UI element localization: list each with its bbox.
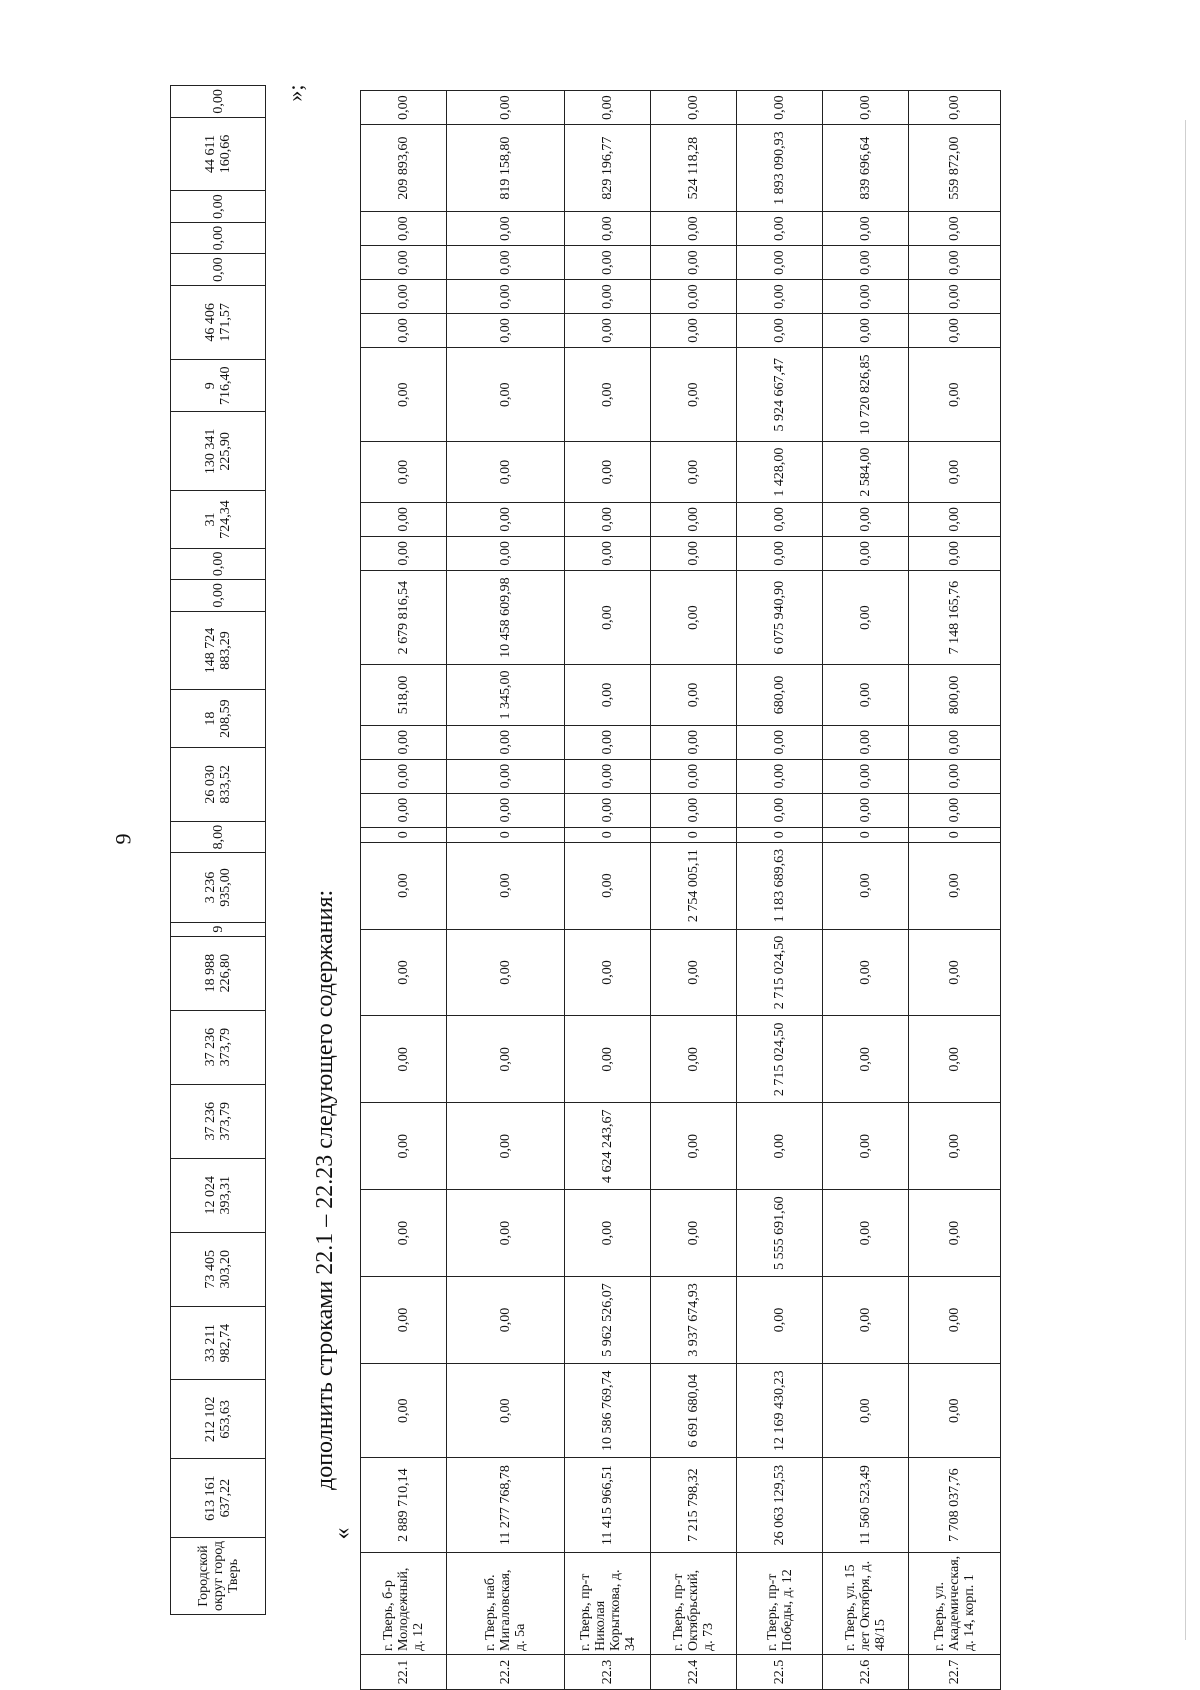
row-cell: 0,00	[361, 725, 447, 759]
row-cell: 1 893 090,93	[737, 125, 823, 212]
row-cell: 0,00	[651, 929, 737, 1016]
row-cell: 0,00	[909, 536, 1001, 570]
row-cell: 0,00	[565, 280, 651, 314]
row-cell: 0,00	[651, 536, 737, 570]
row-cell: 0,00	[361, 502, 447, 536]
row-cell: 0,00	[651, 91, 737, 125]
row-cell: 0,00	[737, 1103, 823, 1190]
row-cell: 0,00	[909, 1277, 1001, 1364]
row-cell: 0,00	[737, 725, 823, 759]
row-address: г. Тверь, наб. Мигаловская, д. 5а	[447, 1552, 565, 1654]
summary-cell: 18 988 226,80	[171, 936, 266, 1010]
row-number: 22.1	[361, 1655, 447, 1690]
row-cell: 0,00	[361, 348, 447, 442]
page-edge	[1185, 120, 1186, 1640]
row-cell: 0,00	[909, 1103, 1001, 1190]
row-cell: 0,00	[447, 842, 565, 929]
row-cell: 559 872,00	[909, 125, 1001, 212]
summary-cell: 31 724,34	[171, 491, 266, 548]
table-row	[651, 91, 737, 1690]
row-cell: 524 118,28	[651, 125, 737, 212]
row-address: г. Тверь, ул. Академическая, д. 14, корп. 1	[909, 1552, 1001, 1654]
row-cell: 0,00	[737, 536, 823, 570]
row-cell: 11 415 966,51	[565, 1458, 651, 1552]
row-cell: 0,00	[361, 442, 447, 502]
summary-cell: 9 716,40	[171, 359, 266, 412]
section-heading: дополнить строками 22.1 – 22.23 следующего содержания:	[312, 889, 338, 1490]
summary-cell: 9	[171, 922, 266, 936]
row-cell: 0,00	[823, 793, 909, 827]
table-row	[447, 91, 565, 1690]
row-cell: 0,00	[823, 1363, 909, 1457]
row-cell: 0,00	[565, 314, 651, 348]
row-cell: 0,00	[565, 725, 651, 759]
row-cell: 0,00	[909, 725, 1001, 759]
row-cell: 0,00	[447, 1363, 565, 1457]
row-cell: 829 196,77	[565, 125, 651, 212]
page-number: 9	[110, 833, 136, 845]
row-cell: 0,00	[909, 759, 1001, 793]
row-cell: 839 696,64	[823, 125, 909, 212]
row-cell: 0,00	[737, 314, 823, 348]
row-cell: 0,00	[651, 1103, 737, 1190]
row-cell: 0,00	[737, 1277, 823, 1364]
row-cell: 0,00	[651, 1016, 737, 1103]
row-cell: 0,00	[823, 929, 909, 1016]
row-cell: 0,00	[737, 246, 823, 280]
row-cell: 0,00	[565, 536, 651, 570]
row-cell: 0,00	[651, 570, 737, 664]
closing-quote: »;	[282, 84, 308, 102]
row-cell: 0,00	[447, 314, 565, 348]
table-row	[565, 91, 651, 1690]
row-cell: 0,00	[823, 759, 909, 793]
table-row	[737, 91, 823, 1690]
row-cell: 0,00	[823, 212, 909, 246]
row-cell: 7 215 798,32	[651, 1458, 737, 1552]
summary-cell: 37 236 373,79	[171, 1010, 266, 1084]
row-cell: 0,00	[361, 91, 447, 125]
table-row	[823, 91, 909, 1690]
row-cell: 0,00	[447, 91, 565, 125]
row-cell: 1 345,00	[447, 665, 565, 725]
row-cell: 0,00	[651, 246, 737, 280]
row-cell: 0,00	[447, 212, 565, 246]
row-cell: 0,00	[909, 1190, 1001, 1277]
row-cell: 0,00	[565, 212, 651, 246]
row-cell: 0,00	[909, 793, 1001, 827]
row-cell: 0,00	[909, 348, 1001, 442]
row-cell: 0,00	[447, 929, 565, 1016]
row-cell: 0,00	[651, 314, 737, 348]
row-cell: 0,00	[361, 212, 447, 246]
row-cell: 0,00	[737, 502, 823, 536]
row-number: 22.7	[909, 1655, 1001, 1690]
row-cell: 0,00	[651, 1190, 737, 1277]
row-cell: 0,00	[823, 1103, 909, 1190]
row-cell: 0,00	[361, 1190, 447, 1277]
summary-cell: 0,00	[171, 548, 266, 580]
row-cell: 0,00	[447, 793, 565, 827]
row-cell: 6 691 680,04	[651, 1363, 737, 1457]
row-cell: 0,00	[447, 280, 565, 314]
row-cell: 0,00	[447, 1277, 565, 1364]
summary-cell: 26 030 833,52	[171, 747, 266, 821]
row-cell: 0,00	[447, 442, 565, 502]
summary-row	[171, 86, 266, 1615]
row-address: г. Тверь, б-р Молодежный, д. 12	[361, 1552, 447, 1654]
row-cell: 7 708 037,76	[909, 1458, 1001, 1552]
summary-cell: 130 341 225,90	[171, 412, 266, 491]
row-address: г. Тверь, пр-т Николая Корыткова, д. 34	[565, 1552, 651, 1654]
row-cell: 0,00	[823, 842, 909, 929]
row-address: г. Тверь, пр-т Октябрьский, д. 73	[651, 1552, 737, 1654]
row-cell: 0,00	[909, 314, 1001, 348]
row-address: г. Тверь, пр-т Победы, д. 12	[737, 1552, 823, 1654]
summary-cell: 73 405 303,20	[171, 1232, 266, 1306]
summary-cell: 212 102 653,63	[171, 1380, 266, 1459]
row-cell: 0,00	[565, 1190, 651, 1277]
row-number: 22.2	[447, 1655, 565, 1690]
row-cell: 0,00	[565, 246, 651, 280]
row-cell: 0,00	[565, 842, 651, 929]
row-cell: 12 169 430,23	[737, 1363, 823, 1457]
row-cell: 2 679 816,54	[361, 570, 447, 664]
summary-cell: 148 724 883,29	[171, 611, 266, 690]
row-cell: 0,00	[737, 793, 823, 827]
row-cell: 2 715 024,50	[737, 1016, 823, 1103]
row-cell: 209 893,60	[361, 125, 447, 212]
row-cell: 0,00	[823, 1277, 909, 1364]
row-cell: 0,00	[823, 665, 909, 725]
row-cell: 0,00	[361, 280, 447, 314]
row-cell: 0,00	[737, 212, 823, 246]
row-cell: 0,00	[447, 348, 565, 442]
row-cell: 0,00	[651, 280, 737, 314]
row-cell: 0,00	[447, 502, 565, 536]
row-cell: 518,00	[361, 665, 447, 725]
row-cell: 0,00	[909, 929, 1001, 1016]
row-cell: 2 754 005,11	[651, 842, 737, 929]
row-cell: 0,00	[565, 665, 651, 725]
row-cell: 0,00	[565, 1016, 651, 1103]
row-cell: 0,00	[909, 442, 1001, 502]
row-cell: 0,00	[565, 348, 651, 442]
row-cell: 0,00	[565, 793, 651, 827]
row-cell: 0,00	[447, 759, 565, 793]
row-cell: 800,00	[909, 665, 1001, 725]
row-cell: 1 428,00	[737, 442, 823, 502]
row-cell: 0,00	[823, 570, 909, 664]
row-cell: 0,00	[651, 442, 737, 502]
row-cell: 0,00	[651, 793, 737, 827]
summary-cell: 12 024 393,31	[171, 1158, 266, 1232]
row-cell: 0,00	[361, 1103, 447, 1190]
row-cell: 0,00	[823, 502, 909, 536]
opening-quote: «	[329, 1527, 356, 1540]
row-cell: 0,00	[361, 1363, 447, 1457]
row-cell: 0,00	[909, 212, 1001, 246]
row-cell: 0,00	[823, 536, 909, 570]
row-cell: 10 586 769,74	[565, 1363, 651, 1457]
row-cell: 5 555 691,60	[737, 1190, 823, 1277]
row-cell: 0,00	[909, 842, 1001, 929]
row-cell: 0,00	[737, 759, 823, 793]
row-cell: 0,00	[447, 246, 565, 280]
row-cell: 680,00	[737, 665, 823, 725]
row-cell: 0,00	[447, 725, 565, 759]
summary-cell: 37 236 373,79	[171, 1084, 266, 1158]
row-cell: 0	[565, 827, 651, 842]
row-cell: 0,00	[361, 929, 447, 1016]
row-cell: 4 624 243,67	[565, 1103, 651, 1190]
row-cell: 0,00	[823, 246, 909, 280]
row-cell: 0	[909, 827, 1001, 842]
row-cell: 0,00	[361, 842, 447, 929]
row-cell: 11 277 768,78	[447, 1458, 565, 1552]
row-cell: 0,00	[909, 1016, 1001, 1103]
row-cell: 0,00	[565, 570, 651, 664]
row-cell: 10 458 609,98	[447, 570, 565, 664]
row-cell: 0,00	[823, 280, 909, 314]
row-cell: 0,00	[447, 1190, 565, 1277]
row-cell: 819 158,80	[447, 125, 565, 212]
row-cell: 0,00	[651, 212, 737, 246]
row-cell: 0,00	[361, 1016, 447, 1103]
row-cell: 0,00	[565, 929, 651, 1016]
row-cell: 0,00	[651, 502, 737, 536]
rows-table	[360, 90, 1001, 1690]
row-cell: 1 183 689,63	[737, 842, 823, 929]
table-row	[361, 91, 447, 1690]
row-number: 22.3	[565, 1655, 651, 1690]
row-cell: 6 075 940,90	[737, 570, 823, 664]
row-cell: 26 063 129,53	[737, 1458, 823, 1552]
row-cell: 0,00	[447, 536, 565, 570]
row-cell: 10 720 826,85	[823, 348, 909, 442]
row-cell: 0,00	[651, 759, 737, 793]
row-cell: 0,00	[565, 502, 651, 536]
summary-cell: 3 236 935,00	[171, 853, 266, 922]
summary-cell: 46 406 171,57	[171, 285, 266, 359]
row-cell: 0	[447, 827, 565, 842]
row-cell: 0,00	[823, 1016, 909, 1103]
summary-cell: 33 211 982,74	[171, 1306, 266, 1380]
row-cell: 0,00	[823, 314, 909, 348]
row-cell: 11 560 523,49	[823, 1458, 909, 1552]
row-cell: 5 924 667,47	[737, 348, 823, 442]
summary-cell: 0,00	[171, 254, 266, 286]
row-cell: 0	[651, 827, 737, 842]
row-cell: 0,00	[361, 314, 447, 348]
summary-cell: 0,00	[171, 222, 266, 254]
row-cell: 0,00	[651, 665, 737, 725]
summary-cell: 613 161 637,22	[171, 1459, 266, 1538]
row-cell: 0,00	[361, 793, 447, 827]
row-cell: 0,00	[565, 442, 651, 502]
row-address: г. Тверь, ул. 15 лет Октября, д. 48/15	[823, 1552, 909, 1654]
row-number: 22.5	[737, 1655, 823, 1690]
summary-cell: 18 208,59	[171, 690, 266, 747]
summary-cell: 44 611 160,66	[171, 117, 266, 191]
summary-cell: 0,00	[171, 580, 266, 612]
row-cell: 0,00	[909, 246, 1001, 280]
row-cell: 0	[361, 827, 447, 842]
row-cell: 0,00	[651, 348, 737, 442]
summary-table	[170, 85, 266, 1615]
summary-cell: 8,00	[171, 821, 266, 853]
row-cell: 0,00	[565, 759, 651, 793]
row-cell: 2 889 710,14	[361, 1458, 447, 1552]
row-cell: 0,00	[909, 502, 1001, 536]
row-cell: 0,00	[447, 1016, 565, 1103]
row-cell: 0,00	[651, 725, 737, 759]
row-cell: 0,00	[361, 246, 447, 280]
row-cell: 0,00	[737, 91, 823, 125]
row-cell: 2 584,00	[823, 442, 909, 502]
row-cell: 0,00	[823, 1190, 909, 1277]
row-cell: 0,00	[909, 1363, 1001, 1457]
row-cell: 0,00	[737, 280, 823, 314]
row-cell: 0	[823, 827, 909, 842]
summary-cell: 0,00	[171, 191, 266, 223]
row-cell: 7 148 165,76	[909, 570, 1001, 664]
rows-table-body	[361, 91, 1001, 1690]
table-row	[909, 91, 1001, 1690]
row-cell: 0,00	[909, 280, 1001, 314]
row-cell: 0,00	[823, 725, 909, 759]
row-number: 22.4	[651, 1655, 737, 1690]
row-cell: 5 962 526,07	[565, 1277, 651, 1364]
summary-label: Городской округ город Тверь	[171, 1538, 266, 1615]
row-cell: 0,00	[361, 759, 447, 793]
row-cell: 3 937 674,93	[651, 1277, 737, 1364]
row-cell: 0,00	[909, 91, 1001, 125]
row-cell: 0	[737, 827, 823, 842]
row-cell: 0,00	[361, 536, 447, 570]
row-cell: 0,00	[823, 91, 909, 125]
row-cell: 2 715 024,50	[737, 929, 823, 1016]
row-cell: 0,00	[565, 91, 651, 125]
row-cell: 0,00	[361, 1277, 447, 1364]
row-cell: 0,00	[447, 1103, 565, 1190]
summary-cell: 0,00	[171, 86, 266, 118]
row-number: 22.6	[823, 1655, 909, 1690]
